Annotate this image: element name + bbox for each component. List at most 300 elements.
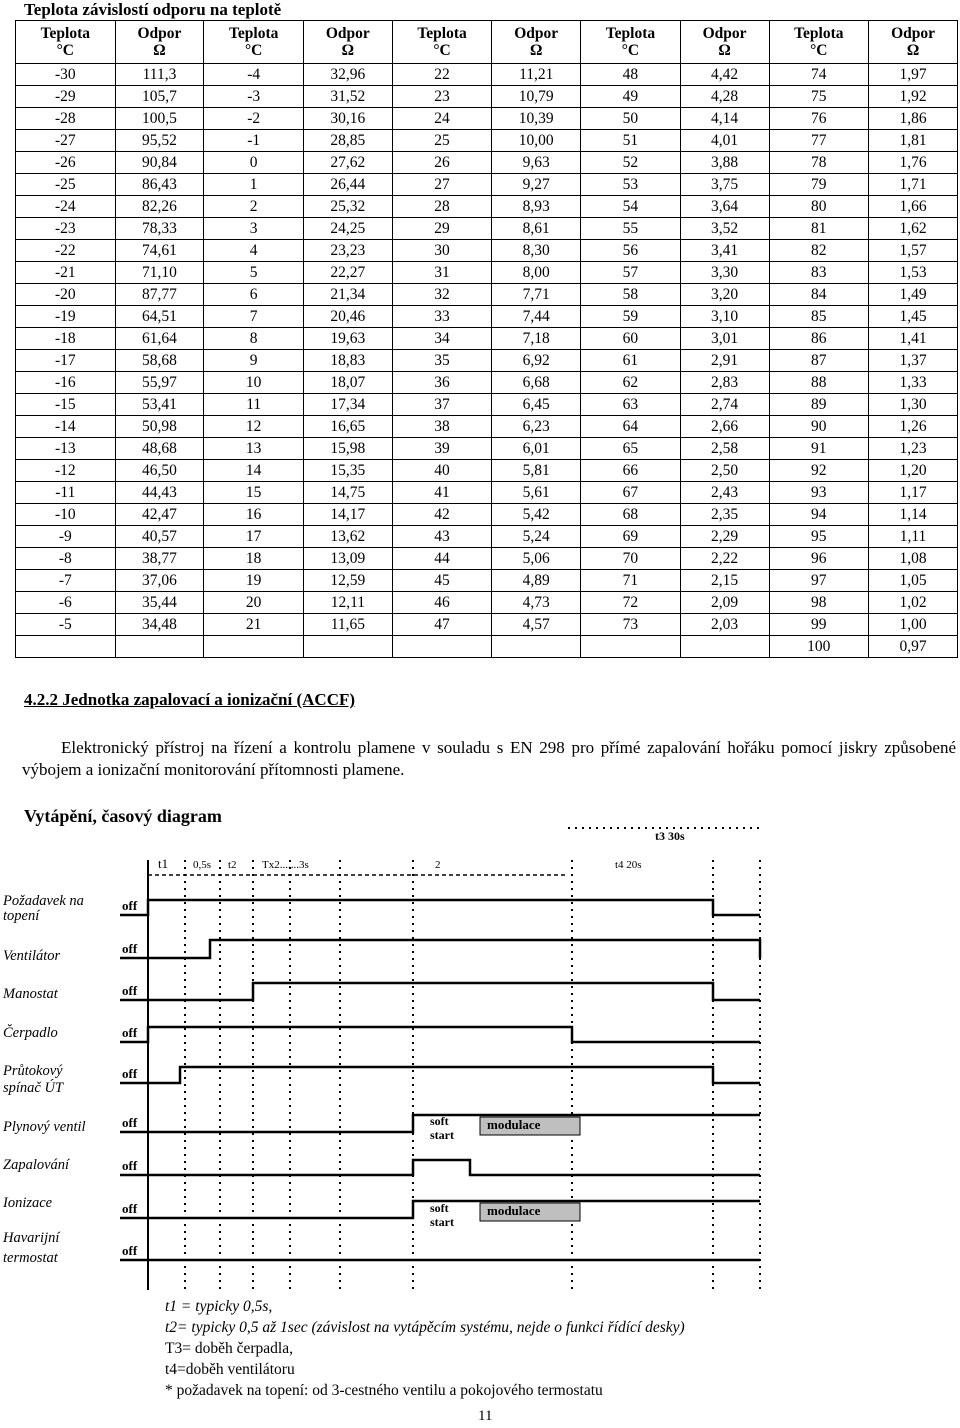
table-cell: 1,08 (869, 548, 958, 570)
table-cell: 83 (769, 262, 869, 284)
table-row (16, 548, 958, 570)
table-cell: 74,61 (115, 240, 204, 262)
table-cell: 67 (581, 482, 681, 504)
table-cell: 4,57 (492, 614, 581, 636)
signal-flow-switch (120, 1067, 760, 1083)
table-cell: 27 (392, 174, 492, 196)
table-cell: 90,84 (115, 152, 204, 174)
header-line: Teplota (417, 25, 467, 42)
table-cell: 86,43 (115, 174, 204, 196)
table-cell: 2,03 (680, 614, 769, 636)
table-row (16, 174, 958, 196)
table-cell (680, 636, 769, 658)
modulation-label: modulace (487, 1203, 541, 1218)
note-t2: t2= typicky 0,5 až 1sec (závislost na vytápěcím systému, nejde o funkci řídící desky) (165, 1319, 685, 1336)
table-cell: 95,52 (115, 130, 204, 152)
table-cell: 7,71 (492, 284, 581, 306)
signal-request (120, 900, 760, 915)
table-cell: 90 (769, 416, 869, 438)
table-row (16, 262, 958, 284)
table-cell: 40,57 (115, 526, 204, 548)
table-cell: 64 (581, 416, 681, 438)
table-cell: 55 (581, 218, 681, 240)
table-cell: 1,20 (869, 460, 958, 482)
table-cell: 93 (769, 482, 869, 504)
table-cell: 46 (392, 592, 492, 614)
table-cell: 43 (392, 526, 492, 548)
table-cell: 100 (769, 636, 869, 658)
table-cell (492, 636, 581, 658)
table-cell: 34,48 (115, 614, 204, 636)
table-cell: 28,85 (303, 130, 392, 152)
diagram-heading: Vytápění, časový diagram (24, 806, 222, 826)
off-label: off (122, 898, 138, 913)
table-cell: 60 (581, 328, 681, 350)
table-cell: 2,66 (680, 416, 769, 438)
table-cell: 2,35 (680, 504, 769, 526)
table-cell: 74 (769, 64, 869, 86)
table-cell: 8,30 (492, 240, 581, 262)
table-cell: -13 (16, 438, 116, 460)
table-cell: 5,81 (492, 460, 581, 482)
table-cell: 5,61 (492, 482, 581, 504)
off-label: off (122, 1158, 138, 1173)
table-cell: 1,33 (869, 372, 958, 394)
table-cell: 37,06 (115, 570, 204, 592)
column-header (680, 21, 769, 64)
table-cell: 6,92 (492, 350, 581, 372)
table-cell: 61,64 (115, 328, 204, 350)
table-cell: 55,97 (115, 372, 204, 394)
table-cell: 42 (392, 504, 492, 526)
table-cell: 22,27 (303, 262, 392, 284)
table-cell: 79 (769, 174, 869, 196)
table-cell: 16,65 (303, 416, 392, 438)
table-cell: -5 (16, 614, 116, 636)
table-cell: 30 (392, 240, 492, 262)
table-cell: 20 (204, 592, 304, 614)
table-cell: 31,52 (303, 86, 392, 108)
note-t4: t4=doběh ventilátoru (165, 1361, 295, 1378)
table-cell: 25,32 (303, 196, 392, 218)
table-cell: 1,14 (869, 504, 958, 526)
table-cell: 2,22 (680, 548, 769, 570)
table-cell: -16 (16, 372, 116, 394)
table-cell: 18,83 (303, 350, 392, 372)
table-cell: 4,89 (492, 570, 581, 592)
table-cell: 3,41 (680, 240, 769, 262)
table-cell: 1,26 (869, 416, 958, 438)
note-request: * požadavek na topení: od 3-cestného ventilu a pokojového termostatu (165, 1382, 603, 1399)
table-cell: 22 (392, 64, 492, 86)
header-line: Teplota (605, 25, 656, 42)
table-row (16, 526, 958, 548)
page-title: Teplota závislostí odporu na teplotě (24, 0, 282, 19)
table-cell: 17,34 (303, 394, 392, 416)
table-cell: 3 (204, 218, 304, 240)
column-header (303, 21, 392, 64)
table-cell: -20 (16, 284, 116, 306)
table-cell: -1 (204, 130, 304, 152)
table-cell: 17 (204, 526, 304, 548)
table-cell: -30 (16, 64, 116, 86)
table-cell: 1,71 (869, 174, 958, 196)
table-cell: 1,23 (869, 438, 958, 460)
signal-pressostat (120, 983, 760, 1000)
column-header (581, 21, 681, 64)
header-unit: °C (56, 42, 74, 59)
table-cell: -18 (16, 328, 116, 350)
signal-label: Ionizace (3, 1195, 53, 1211)
header-line: Teplota (40, 25, 90, 42)
table-cell: 28 (392, 196, 492, 218)
table-cell: 8,61 (492, 218, 581, 240)
table-cell: -22 (16, 240, 116, 262)
table-row (16, 218, 958, 240)
table-cell: 53,41 (115, 394, 204, 416)
table-row (16, 416, 958, 438)
table-cell: 62 (581, 372, 681, 394)
table-cell: -27 (16, 130, 116, 152)
table-cell: -15 (16, 394, 116, 416)
table-cell: 3,01 (680, 328, 769, 350)
table-cell: 2,43 (680, 482, 769, 504)
table-cell: 0 (204, 152, 304, 174)
table-cell: 58,68 (115, 350, 204, 372)
soft-start-label: start (430, 1215, 454, 1229)
signal-label: Ventilátor (3, 948, 61, 964)
header-unit: °C (810, 42, 828, 59)
header-unit: Ω (153, 42, 166, 59)
table-cell: 15 (204, 482, 304, 504)
table-cell: 6,01 (492, 438, 581, 460)
section-paragraph: Elektronický přístroj na řízení a kontrolu plamene v souladu s EN 298 pro přímé zapalování hořáku pomocí jiskry způsobené výbojem a ionizační monitorování přítomnosti plamene. (22, 738, 956, 779)
table-cell: 8,00 (492, 262, 581, 284)
table-cell: 21,34 (303, 284, 392, 306)
table-cell: -28 (16, 108, 116, 130)
header-unit: °C (244, 42, 263, 59)
table-cell: 3,75 (680, 174, 769, 196)
table-cell: 34 (392, 328, 492, 350)
header-line: Odpor (514, 25, 559, 42)
table-row (16, 328, 958, 350)
table-cell: 4,73 (492, 592, 581, 614)
table-cell: 42,47 (115, 504, 204, 526)
header-unit: Ω (530, 42, 543, 59)
table-cell: 48,68 (115, 438, 204, 460)
table-cell: 35 (392, 350, 492, 372)
table-cell: 2 (204, 196, 304, 218)
table-cell: 1,76 (869, 152, 958, 174)
header-unit: Ω (341, 42, 355, 59)
table-cell: 35,44 (115, 592, 204, 614)
table-row (16, 570, 958, 592)
table-cell: 9,27 (492, 174, 581, 196)
table-cell: 1,45 (869, 306, 958, 328)
signal-label: Čerpadlo (3, 1025, 58, 1041)
page-number: 11 (478, 1408, 493, 1424)
table-cell: 15,98 (303, 438, 392, 460)
table-cell: 4,42 (680, 64, 769, 86)
table-row (16, 614, 958, 636)
table-cell: 50,98 (115, 416, 204, 438)
table-cell: 5,06 (492, 548, 581, 570)
table-cell: 1,00 (869, 614, 958, 636)
table-cell: 19,63 (303, 328, 392, 350)
table-cell: 91 (769, 438, 869, 460)
table-cell: 100,5 (115, 108, 204, 130)
table-row (16, 460, 958, 482)
header-line: Odpor (702, 25, 747, 42)
table-cell: 1,66 (869, 196, 958, 218)
off-label: off (122, 1115, 138, 1130)
table-cell: 64,51 (115, 306, 204, 328)
table-cell: 39 (392, 438, 492, 460)
table-cell: -29 (16, 86, 116, 108)
note-t3: T3= doběh čerpadla, (165, 1340, 293, 1357)
table-cell: 99 (769, 614, 869, 636)
table-cell: 23 (392, 86, 492, 108)
table-cell: -2 (204, 108, 304, 130)
table-cell: 96 (769, 548, 869, 570)
signal-label: termostat (3, 1250, 58, 1266)
table-cell: 89 (769, 394, 869, 416)
table-cell: 1,49 (869, 284, 958, 306)
table-row (16, 592, 958, 614)
table-cell: 2,09 (680, 592, 769, 614)
table-cell: 24 (392, 108, 492, 130)
column-header (115, 21, 204, 64)
table-cell: 95 (769, 526, 869, 548)
table-cell: 12,59 (303, 570, 392, 592)
table-cell: 52 (581, 152, 681, 174)
table-cell: 87 (769, 350, 869, 372)
table-cell: -4 (204, 64, 304, 86)
table-cell: 3,20 (680, 284, 769, 306)
table-cell: 14,17 (303, 504, 392, 526)
off-label: off (122, 941, 138, 956)
table-cell: 6,68 (492, 372, 581, 394)
table-cell: 11,65 (303, 614, 392, 636)
table-cell: 26 (392, 152, 492, 174)
table-cell: 7,44 (492, 306, 581, 328)
table-cell: 78 (769, 152, 869, 174)
table-cell: 1,97 (869, 64, 958, 86)
timing-05s: 0,5s (193, 859, 212, 871)
table-cell: 2,50 (680, 460, 769, 482)
table-cell: 46,50 (115, 460, 204, 482)
column-header (769, 21, 869, 64)
table-cell: 78,33 (115, 218, 204, 240)
table-cell: 73 (581, 614, 681, 636)
timing-t3: t3 30s (655, 829, 685, 843)
table-cell: 3,64 (680, 196, 769, 218)
table-cell: 26,44 (303, 174, 392, 196)
table-cell (16, 636, 116, 658)
timing-diagram (0, 820, 960, 1300)
table-cell: -7 (16, 570, 116, 592)
table-cell: 38,77 (115, 548, 204, 570)
table-cell: 24,25 (303, 218, 392, 240)
table-cell: 6,23 (492, 416, 581, 438)
header-line: Odpor (891, 25, 935, 42)
table-cell: 1,57 (869, 240, 958, 262)
table-cell: 84 (769, 284, 869, 306)
table-cell: -3 (204, 86, 304, 108)
table-cell: 10,00 (492, 130, 581, 152)
table-cell: 23,23 (303, 240, 392, 262)
table-cell: 9 (204, 350, 304, 372)
soft-start-label: soft (430, 1114, 449, 1128)
table-row (16, 108, 958, 130)
table-cell: 3,10 (680, 306, 769, 328)
header-unit: °C (433, 42, 451, 59)
table-cell: 27,62 (303, 152, 392, 174)
table-cell (115, 636, 204, 658)
table-cell: 12,11 (303, 592, 392, 614)
table-cell: 44,43 (115, 482, 204, 504)
table-cell: 20,46 (303, 306, 392, 328)
table-cell: 5,42 (492, 504, 581, 526)
table-cell: 6,45 (492, 394, 581, 416)
table-cell: -10 (16, 504, 116, 526)
table-cell: 51 (581, 130, 681, 152)
table-cell: 13,09 (303, 548, 392, 570)
table-cell: 32,96 (303, 64, 392, 86)
table-cell: 56 (581, 240, 681, 262)
table-cell: 1,30 (869, 394, 958, 416)
table-cell: 70 (581, 548, 681, 570)
timing-t4: t4 20s (615, 859, 642, 871)
soft-start-label: soft (430, 1201, 449, 1215)
table-cell: -26 (16, 152, 116, 174)
table-cell: 3,88 (680, 152, 769, 174)
table-cell: 65 (581, 438, 681, 460)
table-cell: 38 (392, 416, 492, 438)
table-cell: 1,37 (869, 350, 958, 372)
table-cell: 98 (769, 592, 869, 614)
table-cell: 7,18 (492, 328, 581, 350)
table-cell: -8 (16, 548, 116, 570)
table-cell: 36 (392, 372, 492, 394)
table-cell: -25 (16, 174, 116, 196)
column-header (869, 21, 958, 64)
table-cell: 88 (769, 372, 869, 394)
note-t1: t1 = typicky 0,5s, (165, 1298, 273, 1315)
table-cell: 14,75 (303, 482, 392, 504)
table-cell: 94 (769, 504, 869, 526)
table-cell: 1,05 (869, 570, 958, 592)
table-cell: 87,77 (115, 284, 204, 306)
table-cell: 10 (204, 372, 304, 394)
header-line: Odpor (137, 25, 182, 42)
table-cell: 47 (392, 614, 492, 636)
table-row (16, 636, 958, 658)
table-row (16, 240, 958, 262)
notes (165, 1296, 685, 1401)
modulation-label: modulace (487, 1117, 541, 1132)
table-cell: 32 (392, 284, 492, 306)
table-cell: 9,63 (492, 152, 581, 174)
header-unit: Ω (906, 42, 920, 59)
off-label: off (122, 983, 138, 998)
signal-label: Plynový ventil (3, 1119, 86, 1135)
table-header-row (16, 21, 958, 64)
table-cell: -19 (16, 306, 116, 328)
off-label: off (122, 1066, 138, 1081)
table-cell: 11 (204, 394, 304, 416)
timing-t2: t2 (228, 859, 237, 871)
table-row (16, 394, 958, 416)
table-cell: 1,92 (869, 86, 958, 108)
table-cell: 2,83 (680, 372, 769, 394)
table-cell: 13,62 (303, 526, 392, 548)
table-row (16, 372, 958, 394)
soft-start-label: start (430, 1128, 454, 1142)
table-cell: 4,01 (680, 130, 769, 152)
table-row (16, 196, 958, 218)
table-cell: 1,41 (869, 328, 958, 350)
table-cell: 25 (392, 130, 492, 152)
table-cell: 4,28 (680, 86, 769, 108)
table-cell: 81 (769, 218, 869, 240)
table-cell: 61 (581, 350, 681, 372)
table-cell (581, 636, 681, 658)
table-row (16, 64, 958, 86)
table-cell: 1,17 (869, 482, 958, 504)
table-cell: 18 (204, 548, 304, 570)
table-cell: 10,39 (492, 108, 581, 130)
table-cell: 18,07 (303, 372, 392, 394)
table-cell: 2,74 (680, 394, 769, 416)
table-cell: 1,53 (869, 262, 958, 284)
table-cell: 45 (392, 570, 492, 592)
table-row (16, 504, 958, 526)
table-cell: -23 (16, 218, 116, 240)
table-cell: 77 (769, 130, 869, 152)
table-row (16, 86, 958, 108)
table-cell: -11 (16, 482, 116, 504)
timing-tx2: Tx2.......3s (262, 859, 309, 871)
header-line: Teplota (794, 25, 844, 42)
header-unit: °C (621, 42, 640, 59)
table-row (16, 482, 958, 504)
table-cell: 3,30 (680, 262, 769, 284)
table-cell: 105,7 (115, 86, 204, 108)
table-cell: 21 (204, 614, 304, 636)
signal-label: spínač ÚT (3, 1080, 64, 1096)
table-cell: 66 (581, 460, 681, 482)
table-cell: 8 (204, 328, 304, 350)
table-cell: -17 (16, 350, 116, 372)
timing-t1: t1 (158, 856, 169, 871)
table-cell: 1,81 (869, 130, 958, 152)
table-cell: 12 (204, 416, 304, 438)
table-cell: 1,86 (869, 108, 958, 130)
table-cell: 75 (769, 86, 869, 108)
table-cell: 59 (581, 306, 681, 328)
header-unit: Ω (718, 42, 731, 59)
table-cell: 82,26 (115, 196, 204, 218)
table-cell: 41 (392, 482, 492, 504)
table-cell: 13 (204, 438, 304, 460)
table-cell: 37 (392, 394, 492, 416)
off-label: off (122, 1201, 138, 1216)
table-cell: 29 (392, 218, 492, 240)
table-cell: 92 (769, 460, 869, 482)
table-cell: -9 (16, 526, 116, 548)
table-cell: 97 (769, 570, 869, 592)
